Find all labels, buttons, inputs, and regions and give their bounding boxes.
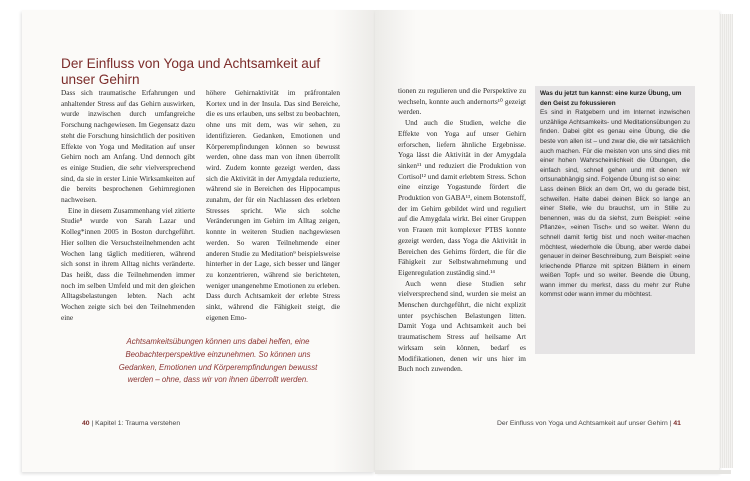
running-footer: Der Einfluss von Yoga und Achtsamkeit auf unser Gehirn (497, 420, 668, 427)
exercise-paragraph: Es sind in Ratgebern und im Internet inzwischen unzählige Achtsamkeits- und Meditationsübungen zu finden. Dabei gibt es genau eine Übung, die die beste von allen ist – und zwar die, die wir tatsächlich auch machen. Für die meisten von uns sind dies mit einer hohen Wahrscheinlichkeit die Übungen, die einfach sind, schnell gehen und mit denen wir ortsunabhängig sind. Folgende Übung ist so eine: (540, 109, 690, 184)
page-number: 40 (82, 420, 90, 427)
chapter-section-title: Der Einfluss von Yoga und Achtsamkeit auf unser Gehirn (61, 56, 321, 87)
paragraph: Dass sich traumatische Erfahrungen und anhaltender Stress auf das Gehirn auswirken, wurde inzwischen durch umfangreiche Forschung nachgewiesen. Im Gegensatz dazu steht die Forschung hinsichtlich der positiven Effekte von Yoga und Meditation auf unser Gehirn noch am Anfang. Und dennoch gibt es einige Studien, die sehr vielversprechend sind, da sie in erster Linie Wirksamkeiten auf die bereits besprochenen Gehirnregionen nachweisen. (61, 88, 195, 205)
left-column-1 (61, 88, 195, 323)
page-edges (719, 14, 733, 468)
page-number: 41 (673, 420, 681, 427)
exercise-box (535, 86, 695, 354)
paragraph: Und auch die Studien, welche die Effekte von Yoga auf unser Gehirn erforschen, liefern ähnliche Ergebnisse. Yoga lässt die Aktivität in der Amygdala sinken¹¹ und reduziert die Produktion von Cortisol¹² und damit erlebtem Stress. Schon eine einzige Yogastunde fördert die Produktion von GABA¹³, einem Botenstoff, der im Gehirn gebildet wird und reguliert auf die Amygdala wirkt. Bei einer Gruppen von Frauen mit komplexer PTBS konnte gezeigt werden, dass Yoga die Aktivität in Bereichen des Gehirns fördert, die für die Fähigkeit zur Selbstwahrnehmung und Eigenregulation zuständig sind.¹⁴ (398, 118, 526, 277)
paragraph: Eine in diesem Zusammenhang viel zitierte Studie⁸ wurde von Sarah Lazar und Kolleg*innen 2005 in Boston durchgeführt. Hier sollten die Versuchsteilnehmenden acht Wochen lang täglich meditieren, während sich sonst in ihrem Alltag nichts veränderte. Das heißt, dass die Teilnehmenden immer noch im selben Umfeld und mit den gleichen Alltagsbelastungen lebten. Nach acht Wochen zeigte sich bei den Teilnehmenden eine (61, 205, 195, 322)
running-footer: Kapitel 1: Trauma verstehen (95, 420, 181, 427)
pull-quote: Achtsamkeitsübungen können uns dabei helfen, eine Beobachterperspektive einzunehmen. So können uns Gedanken, Emotionen und Körperempfindungen bewusst werden – ohne, dass wir von ihnen überrollt werden. (118, 337, 318, 385)
paragraph: Auch wenn diese Studien sehr vielversprechend sind, wurden sie meist an Menschen durchgeführt, die nicht explizit unter psychischen Belastungen litten. Damit Yoga und Achtsamkeit auch bei traumatischem Stress auf heilsame Art wirksam sein können, bedarf es Modifikationen, denen wir uns hier im Buch noch zuwenden. (398, 278, 526, 374)
page-edges-bottom (375, 470, 731, 474)
exercise-paragraph: Lass deinen Blick an dem Ort, wo du gerade bist, schweifen. Halte dabei deinen Blick so lange an einer Stelle, wie du brauchst, um in Stille zu benennen, was du da siehst, zum Beispiel: »eine Pflanze«, »einen Tisch« und so weiter. Wenn du schnell damit fertig bist und noch weiter-machen möchtest, wiederhole die Übung, aber werde dabei genauer in deiner Beschreibung, zum Beispiel: »eine kriechende Pflanze mit spitzen Blättern in einem weißen Topf« und so weiter. Beende die Übung, wann immer du merkst, dass du mehr zur Ruhe kommst oder wann immer du möchtest. (540, 185, 690, 299)
exercise-title: Was du jetzt tun kannst: eine kurze Übung, um den Geist zu fokussieren (540, 90, 682, 107)
right-footer: Der Einfluss von Yoga und Achtsamkeit auf unser Gehirn | 41 (497, 420, 681, 427)
left-footer: 40 | Kapitel 1: Trauma verstehen (82, 420, 181, 427)
right-column-1 (398, 86, 526, 375)
left-column-2 (206, 88, 340, 323)
paragraph: tionen zu regulieren und die Perspektive zu wechseln, konnte auch andernorts¹⁰ gezeigt werden. (398, 86, 526, 117)
paragraph: höhere Gehirnaktivität im präfrontalen Kortex und in der Insula. Das sind Bereiche, die es uns erlauben, uns selbst zu beobachten, ohne uns mit dem, was wir sehen, zu identifizieren. Gedanken, Emotionen und Körperempfindungen können so bewusst werden, ohne dass man von ihnen überrollt wird. Zudem konnte gezeigt werden, dass sich die Aktivität in der Amygdala reduzierte, während sie in Bereichen des Hippocampus zunahm, der für ein Nachlassen des erlebten Stresses spricht. Wie sich solche Veränderungen im Gehirn im Alltag zeigen, konnte in weiteren Studien nachgewiesen werden. So waren Teilnehmende einer anderen Studie zu Meditation⁹ beispielsweise hinterher in der Lage, sich besser und länger zu konzentrieren, während sie berichteten, weniger unangenehme Emotionen zu erleben. Dass durch Achtsamkeit der erlebte Stress sinkt, während die Fähigkeit steigt, die eigenen Emo- (206, 88, 340, 322)
